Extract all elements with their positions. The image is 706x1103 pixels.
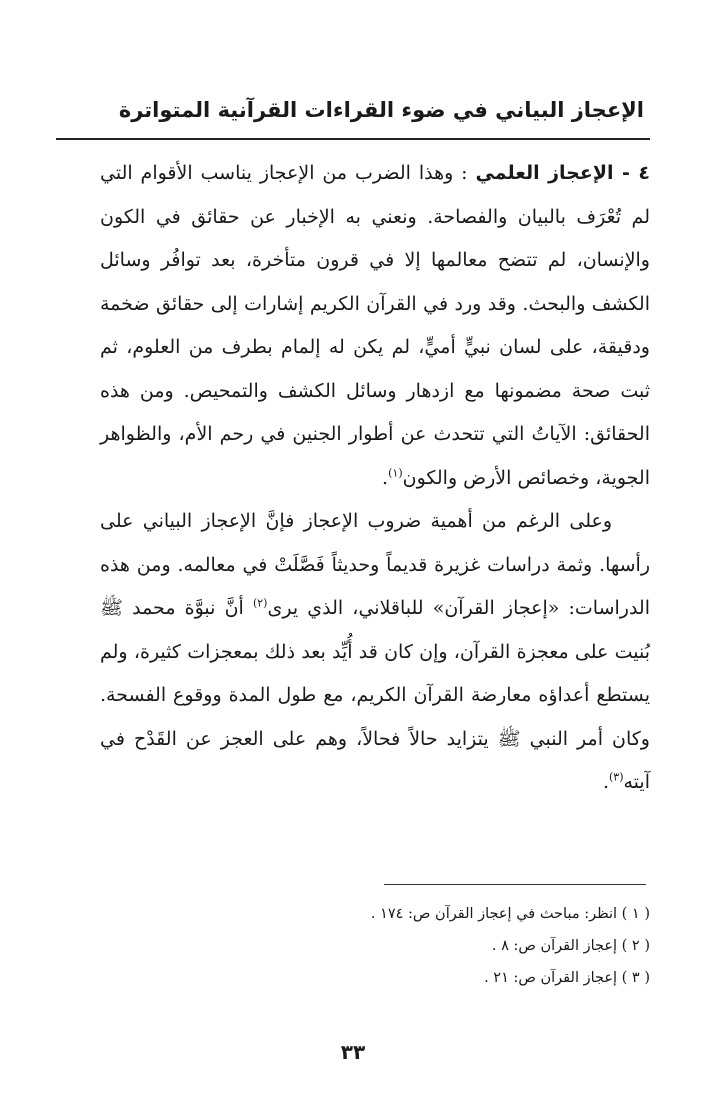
paragraph-text-continued: أنَّ نبوَّة محمد ﷺ بُنيت على معجزة القرآن، وإن كان قد أُيِّد بعد ذلك بمعجزات كثيرة، ولم يستطع أعداؤه معارضة القرآن الكريم، مع طول المدة ووقوع الفسحة. وكان أمر النبي ﷺ يتزايد حالاً فحالاً، وهم على العجز عن القَدْح في آيته (100, 597, 650, 793)
footnotes (100, 898, 650, 994)
footnote-3: ( ٣ ) إعجاز القرآن ص: ٢١ . (484, 970, 650, 986)
paragraph-end: . (602, 771, 609, 793)
running-header: الإعجاز البياني في ضوء القراءات القرآنية المتواترة (118, 98, 644, 122)
paragraph-text: : وهذا الضرب من الإعجاز يناسب الأقوام التي لم تُعْرَف بالبيان والفصاحة. ونعني به الإخبار عن حقائق في الكون والإنسان، لم تتضح معالمها إلا في قرون متأخرة، بعد توافُر وسائل الكشف والبحث. وقد ورد في القرآن الكريم إشارات إلى حقائق ضخمة ودقيقة، على لسان نبيٍّ أميٍّ، لم يكن له إلمام بطرف من العلوم، ثم ثبت صحة مضمونها مع ازدهار وسائل الكشف والتمحيص. ومن هذه الحقائق: الآياتُ التي تتحدث عن أطوار الجنين في رحم الأم، والظواهر الجوية، وخصائص الأرض والكون (100, 162, 650, 489)
footnote-1: ( ١ ) انظر: مباحث في إعجاز القرآن ص: ١٧٤ . (370, 906, 650, 922)
header-rule (56, 138, 650, 140)
paragraph-end: . (382, 466, 389, 489)
footnote-ref-1: (١) (388, 466, 403, 480)
paragraph-scientific-miracle (100, 152, 650, 500)
body-text (100, 152, 650, 805)
footnote-2: ( ٢ ) إعجاز القرآن ص: ٨ . (491, 938, 650, 954)
footnote-ref-3: (٣) (608, 770, 624, 784)
section-term: ٤ - الإعجاز العلمي (475, 162, 650, 184)
footnote-ref-2: (٢) (252, 596, 268, 610)
page-number: ٣٣ (340, 1040, 366, 1064)
paragraph-rhetorical-miracle (100, 500, 650, 805)
paragraph-text: وعلى الرغم من أهمية ضروب الإعجاز فإنَّ الإعجاز البياني على رأسها. وثمة دراسات غزيرة قديماً وحديثاً فَصَّلَتْ في معالمه. ومن هذه الدراسات: «إعجاز القرآن» للباقلاني، الذي يرى (100, 510, 650, 619)
footnote-separator (384, 884, 646, 885)
